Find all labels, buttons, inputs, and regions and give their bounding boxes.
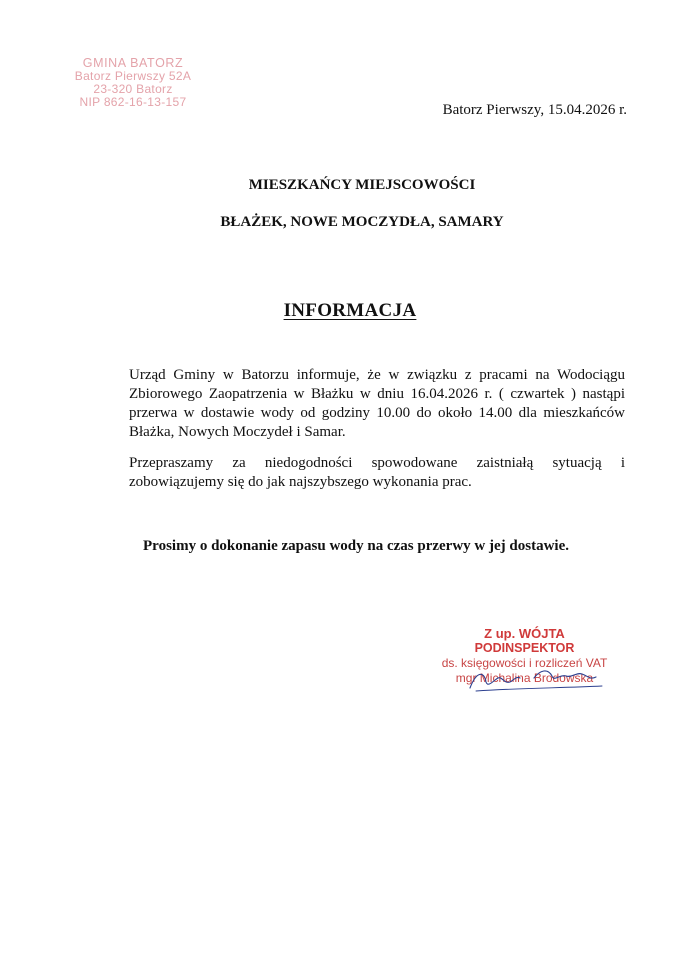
paragraph-text: Urząd Gminy w Batorzu informuje, że w związku z pracami na Wodociągu Zbiorowego Zaopatrzenia w Błażku w dniu 16.04.2026 r. ( czwartek ) nastąpi przerwa w dostawie wody od godziny 10.00 do około 14.00 dla mieszkańców Błażka, Nowych Moczydeł i Samar.	[129, 367, 625, 440]
signature-underline	[476, 686, 602, 691]
body-paragraph-2	[85, 454, 625, 492]
stamp-nip: NIP 862-16-13-157	[79, 95, 187, 109]
stamp-postal: 23-320 Batorz	[93, 82, 173, 96]
signature-stamp-line-4: mgr Michalina Brodowska	[455, 671, 594, 685]
signature-stamp-line-1: Z up. WÓJTA	[484, 626, 565, 641]
signature-stamp-line-2: PODINSPEKTOR	[474, 641, 575, 655]
request-notice: Prosimy o dokonanie zapasu wody na czas przerwy w jej dostawie.	[143, 538, 569, 554]
stamp-street: Batorz Pierwszy 52A	[74, 69, 192, 83]
paragraph-text: Przepraszamy za niedogodności spowodowane zaistniałą sytuacją i zobowiązujemy się do jak najszybszego wykonania prac.	[129, 455, 625, 490]
municipality-stamp	[58, 57, 208, 109]
stamp-name: GMINA BATORZ	[82, 56, 184, 70]
place-and-date: Batorz Pierwszy, 15.04.2026 r.	[442, 102, 627, 118]
addressee-line-2: BŁAŻEK, NOWE MOCZYDŁA, SAMARY	[220, 214, 504, 230]
body-paragraph-1	[85, 366, 625, 442]
handwritten-signature	[440, 658, 620, 698]
addressee-line-1: MIESZKAŃCY MIEJSCOWOŚCI	[248, 177, 476, 193]
signature-stamp-line-3: ds. księgowości i rozliczeń VAT	[441, 656, 608, 670]
signature-stroke	[470, 671, 596, 688]
document-title: INFORMACJA	[283, 300, 417, 321]
